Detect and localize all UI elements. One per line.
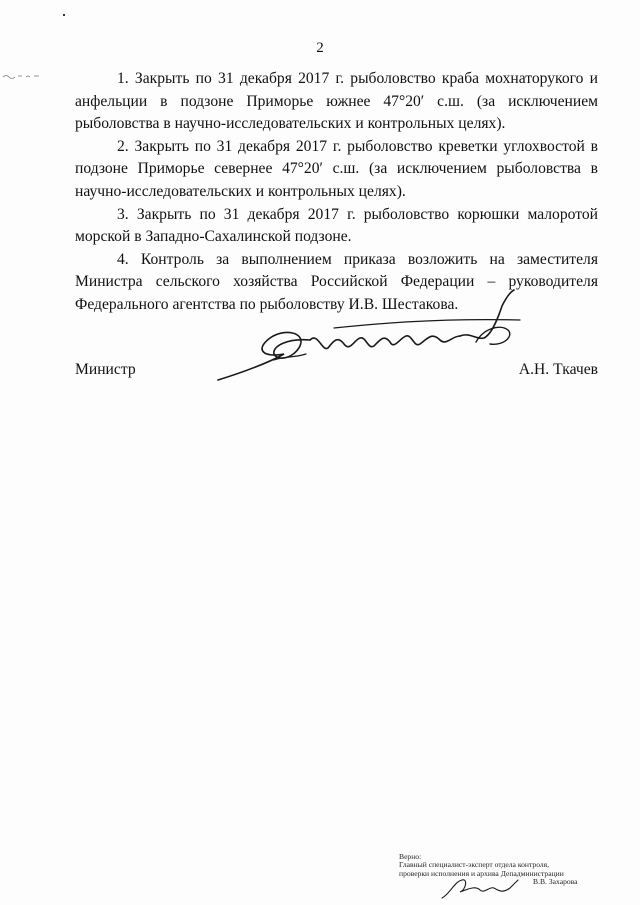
- signatory-title: Министр: [75, 361, 136, 378]
- cert-line-department: проверки исполнения и архива Депадминистрации: [399, 868, 564, 878]
- paragraph-4: 4. Контроль за выполнением приказа возложить на заместителя Министра сельского хозяйства Российской Федерации – руководителя Федерального агентства по рыболовству И.В. Шестакова.: [75, 250, 598, 313]
- paragraph-3: 3. Закрыть по 31 декабря 2017 г. рыболовство корюшки малоротой морской в Западно-Сахалинской подзоне.: [75, 205, 598, 246]
- signatory-name: А.Н. Ткачев: [518, 361, 598, 378]
- cert-line-verno: Верно:: [399, 852, 422, 861]
- paragraph-2: 2. Закрыть по 31 декабря 2017 г. рыболовство креветки углохвостой в подзоне Приморье севернее 47°20′ с.ш. (за исключением рыболовства в научно-исследовательских и контрольных целях).: [75, 137, 598, 200]
- scan-dot-mark: [63, 14, 65, 16]
- page-number: 2: [316, 40, 324, 56]
- signature-block: [75, 361, 598, 383]
- certifier-signature: [440, 876, 520, 900]
- margin-scribble: [2, 72, 42, 80]
- cert-line-name: В.В. Захарова: [533, 877, 578, 887]
- paragraph-1: 1. Закрыть по 31 декабря 2017 г. рыболовство краба мохнаторукого и анфельции в подзоне Приморье южнее 47°20′ с.ш. (за исключением рыболовства в научно-исследовательских и контрольных целях).: [75, 70, 598, 133]
- order-body: [75, 68, 598, 317]
- cert-line-position: Главный специалист-эксперт отдела контроля,: [399, 860, 550, 870]
